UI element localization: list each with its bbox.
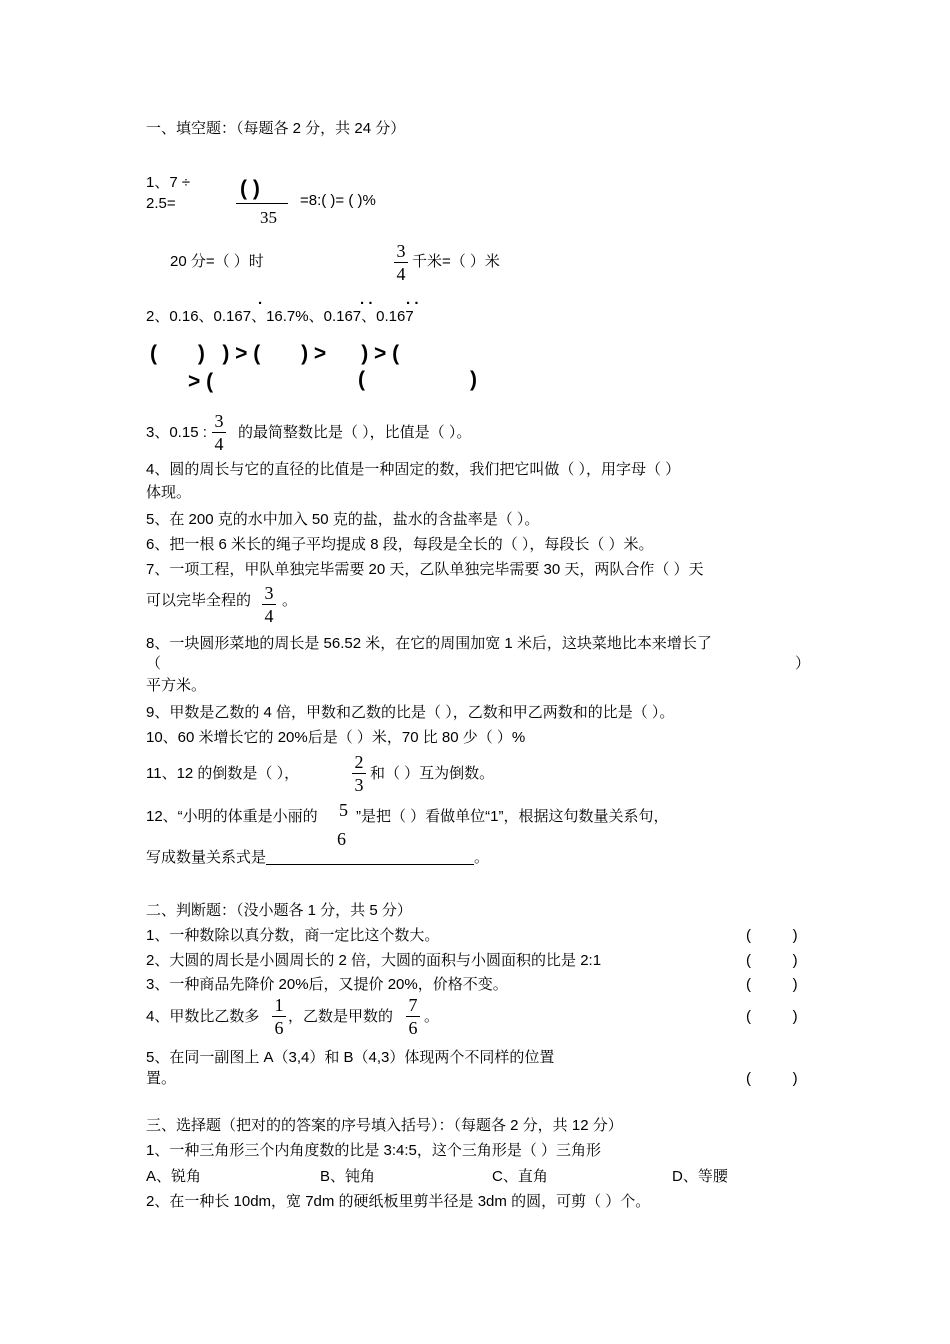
judge-paren-3: ( ) — [746, 976, 798, 993]
q2-text: 2、0.16、0.167、16.7%、0.167、0.167 — [146, 308, 414, 325]
choice-option-d: D、等腰 — [672, 1168, 728, 1185]
fraction-bar — [262, 604, 276, 605]
q9-text: 9、甲数是乙数的 4 倍，甲数和乙数的比是（ ），乙数和甲乙两数和的比是（ ）。 — [146, 704, 675, 721]
judge-paren-4: ( ) — [746, 1008, 798, 1025]
fraction-bar — [272, 1016, 286, 1017]
q12-formula-label: 写成数量关系式是 — [146, 849, 267, 866]
choice-option-b: B、钝角 — [320, 1168, 376, 1185]
judge-item-4-fraction-1 — [272, 996, 286, 1037]
choice-q2: 2、在一种长 10dm，宽 7dm 的硬纸板里剪半径是 3dm 的圆，可剪（ ）个。 — [146, 1193, 651, 1210]
q2-dot-3: . . — [406, 291, 419, 308]
q7-line-2: 可以完毕全程的 — [146, 592, 252, 609]
q1-prefix: 1、7 ÷ — [146, 174, 191, 191]
q2-compare-row-2a: > ( — [188, 370, 214, 393]
fraction-denominator: 3 — [354, 775, 364, 795]
judge-item-4-c: 。 — [424, 1008, 440, 1025]
q1-line2-a: 20 分=（ ）时 — [170, 253, 264, 270]
q12-prefix: 12、“小明的体重是小丽的 — [146, 808, 318, 825]
q2-dot-1: . — [258, 291, 263, 308]
q3-prefix: 3、0.15 : — [146, 424, 207, 441]
q2-compare-row-1: ( ) ) > ( ) > ) > ( — [150, 342, 400, 365]
judge-item-5-b: 置。 — [146, 1070, 177, 1087]
q12-end: 。 — [474, 849, 490, 866]
q4-line-2: 体现。 — [146, 484, 192, 501]
fraction-bar — [394, 262, 408, 263]
q1-tail — [300, 193, 376, 208]
fraction-numerator: 1 — [274, 995, 284, 1015]
q2-compare-row-2c: ) — [470, 368, 477, 391]
q7-line-1: 7、一项工程，甲队单独完毕需要 20 天，乙队单独完毕需要 30 天，两队合作（ ）天 — [146, 561, 704, 578]
judge-item-1: 1、一种数除以真分数，商一定比这个数大。 — [146, 927, 440, 944]
judge-item-4-a: 4、甲数比乙数多 — [146, 1008, 260, 1025]
q12-text: ”是把（ ）看做单位“1”，根据这句数量关系句， — [356, 808, 669, 825]
q8-line-1: 8、一块圆形菜地的周长是 56.52 米，在它的周围加宽 1 米后，这块菜地比本来增长了 — [146, 635, 712, 652]
judge-item-3: 3、一种商品先降价 20%后，又提价 20%，价格不变。 — [146, 976, 508, 993]
q11-fraction — [352, 753, 366, 794]
fraction-numerator: 3 — [396, 241, 406, 261]
fraction-numerator: 3 — [214, 411, 224, 431]
q2-dot-2: . . — [360, 291, 373, 308]
q1-line2-b: 千米=（ ）米 — [412, 253, 500, 270]
q6-text: 6、把一根 6 米长的绳子平均提成 8 段，每段是全长的（ ），每段长（ ）米。 — [146, 536, 654, 553]
q8-left-paren: （ — [146, 655, 162, 672]
q12-answer-line — [266, 850, 474, 865]
fraction-numerator: 3 — [264, 583, 274, 603]
fraction-denominator: 4 — [264, 606, 274, 626]
fraction-numerator: 7 — [408, 995, 418, 1015]
section-1-title: 一、填空题：（每题各 2 分，共 24 分） — [146, 120, 406, 137]
section-3-title: 三、选择题（把对的的答案的序号填入括号）：（每题各 2 分，共 12 分） — [146, 1117, 623, 1134]
q2-compare-row-2b: ( — [358, 368, 365, 391]
fraction-denominator: 6 — [408, 1018, 418, 1038]
q8-right-paren: ） — [795, 655, 811, 672]
q12-numerator: 5 — [339, 800, 348, 820]
judge-item-4-b: ，乙数是甲数的 — [288, 1008, 394, 1025]
q4-line-1: 4、圆的周长与它的直径的比值是一种固定的数，我们把它叫做（ ），用字母（ ） — [146, 461, 681, 478]
fraction-numerator: 2 — [354, 752, 364, 772]
q7-fraction — [262, 584, 276, 625]
q3-fraction — [212, 412, 226, 453]
q1-paren: ( ) — [240, 177, 260, 200]
fraction-denominator: 6 — [274, 1018, 284, 1038]
fraction-bar — [352, 773, 366, 774]
q8-line-3: 平方米。 — [146, 677, 207, 694]
choice-q1: 1、一种三角形三个内角度数的比是 3:4:5，这个三角形是（ ）三角形 — [146, 1142, 602, 1159]
section-2-title: 二、判断题：（没小题各 1 分，共 5 分） — [146, 902, 412, 919]
fraction-denominator: 4 — [396, 264, 406, 284]
fraction-bar — [212, 432, 226, 433]
judge-item-4-fraction-2 — [406, 996, 420, 1037]
q11-prefix: 11、12 的倒数是（ ）， — [146, 765, 300, 782]
q12-line-2 — [146, 850, 489, 865]
q12-denominator: 6 — [337, 829, 346, 849]
judge-item-2: 2、大圆的周长是小圆周长的 2 倍，大圆的面积与小圆面积的比是 2:1 — [146, 952, 602, 969]
q3-text: 的最简整数比是（ ），比值是（ ）。 — [238, 424, 472, 441]
fraction-bar — [406, 1016, 420, 1017]
q1-fraction-bar — [236, 203, 288, 204]
judge-paren-2: ( ) — [746, 952, 798, 969]
choice-option-a: A、锐角 — [146, 1168, 202, 1185]
q5-text: 5、在 200 克的水中加入 50 克的盐，盐水的含盐率是（ ）。 — [146, 511, 540, 528]
q7-end: 。 — [282, 592, 298, 609]
fraction-denominator: 4 — [214, 434, 224, 454]
q11-text: 和（ ）互为倒数。 — [370, 765, 495, 782]
q1-tail-text: =8:( )= ( )% — [300, 192, 376, 209]
q1-denominator: 35 — [260, 208, 277, 227]
judge-paren-1: ( ) — [746, 927, 798, 944]
judge-paren-5: ( ) — [746, 1070, 798, 1087]
q1-prefix-2: 2.5= — [146, 195, 176, 212]
q10-text: 10、60 米增长它的 20%后是（ ）米，70 比 80 少（ ）% — [146, 729, 526, 746]
choice-option-c: C、直角 — [492, 1168, 548, 1185]
q1-fraction-3-4 — [394, 242, 408, 283]
judge-item-5-a: 5、在同一副图上 A（3,4）和 B（4,3）体现两个不同样的位置 — [146, 1049, 555, 1066]
